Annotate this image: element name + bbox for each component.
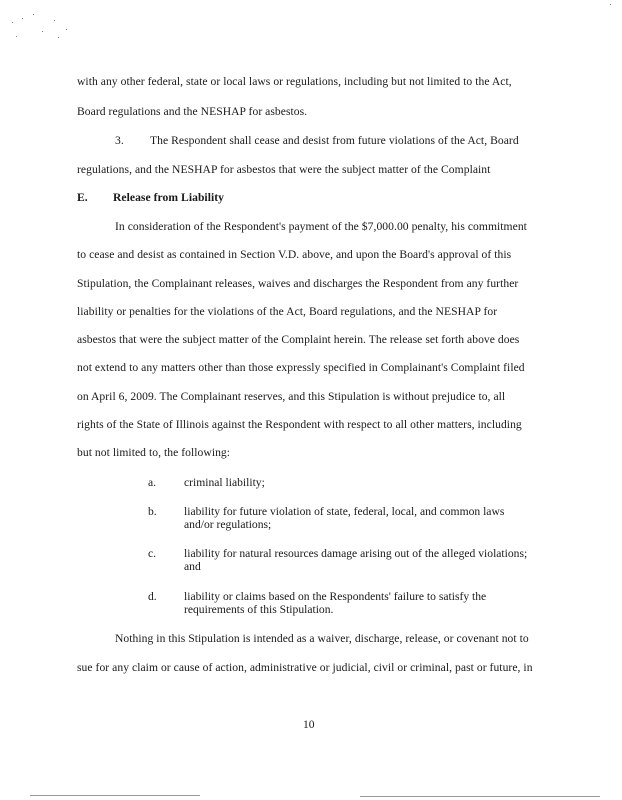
scan-speck — [66, 29, 67, 30]
section-letter: E. — [77, 191, 88, 204]
list-item-text: liability for future violation of state, federal, local, and common laws — [184, 505, 505, 518]
body-line: The Respondent shall cease and desist from future violations of the Act, Board — [150, 134, 519, 147]
scan-speck — [42, 31, 43, 32]
body-line: liability or penalties for the violations of the Act, Board regulations, and the NESHAP for — [77, 305, 498, 318]
scan-artifact-line — [360, 796, 600, 797]
body-line: Nothing in this Stipulation is intended as a waiver, discharge, release, or covenant not to — [115, 632, 529, 645]
body-line: sue for any claim or cause of action, administrative or judicial, civil or criminal, past or future, in — [77, 661, 533, 674]
list-item-letter: a. — [148, 476, 157, 489]
list-item-text: liability for natural resources damage arising out of the alleged violations; — [184, 547, 528, 560]
scan-speck — [58, 37, 59, 38]
item-number: 3. — [115, 134, 124, 147]
list-item-text: and — [184, 560, 201, 573]
body-line: In consideration of the Respondent's payment of the $7,000.00 penalty, his commitment — [115, 220, 527, 233]
scan-speck — [33, 14, 34, 15]
scan-speck — [16, 36, 17, 37]
body-line: with any other federal, state or local laws or regulations, including but not limited to the Act, — [77, 75, 512, 88]
list-item-text: and/or regulations; — [184, 518, 272, 531]
body-line: not extend to any matters other than those expressly specified in Complainant's Complaint filed — [77, 361, 525, 374]
scan-speck — [610, 4, 611, 5]
scan-speck — [54, 20, 55, 21]
list-item-letter: d. — [148, 590, 157, 603]
scan-speck — [22, 18, 23, 19]
body-line: on April 6, 2009. The Complainant reserves, and this Stipulation is without prejudice to, all — [77, 390, 506, 403]
scan-speck — [12, 22, 13, 23]
body-line: rights of the State of Illinois against the Respondent with respect to all other matters, including — [77, 418, 522, 431]
body-line: Board regulations and the NESHAP for asbestos. — [77, 105, 308, 118]
page-number: 10 — [303, 718, 315, 731]
body-line: Stipulation, the Complainant releases, waives and discharges the Respondent from any further — [77, 277, 519, 290]
body-line: asbestos that were the subject matter of the Complaint herein. The release set forth above does — [77, 333, 520, 346]
list-item-text: criminal liability; — [184, 476, 265, 489]
list-item-text: liability or claims based on the Respondents' failure to satisfy the — [184, 590, 487, 603]
body-line: to cease and desist as contained in Section V.D. above, and upon the Board's approval of this — [77, 248, 512, 261]
scan-artifact-line — [30, 795, 200, 796]
list-item-letter: c. — [148, 547, 157, 560]
list-item-letter: b. — [148, 505, 157, 518]
list-item-text: requirements of this Stipulation. — [184, 603, 334, 616]
body-line: regulations, and the NESHAP for asbestos that were the subject matter of the Complaint — [77, 163, 491, 176]
body-line: but not limited to, the following: — [77, 446, 231, 459]
section-title: Release from Liability — [113, 191, 225, 204]
